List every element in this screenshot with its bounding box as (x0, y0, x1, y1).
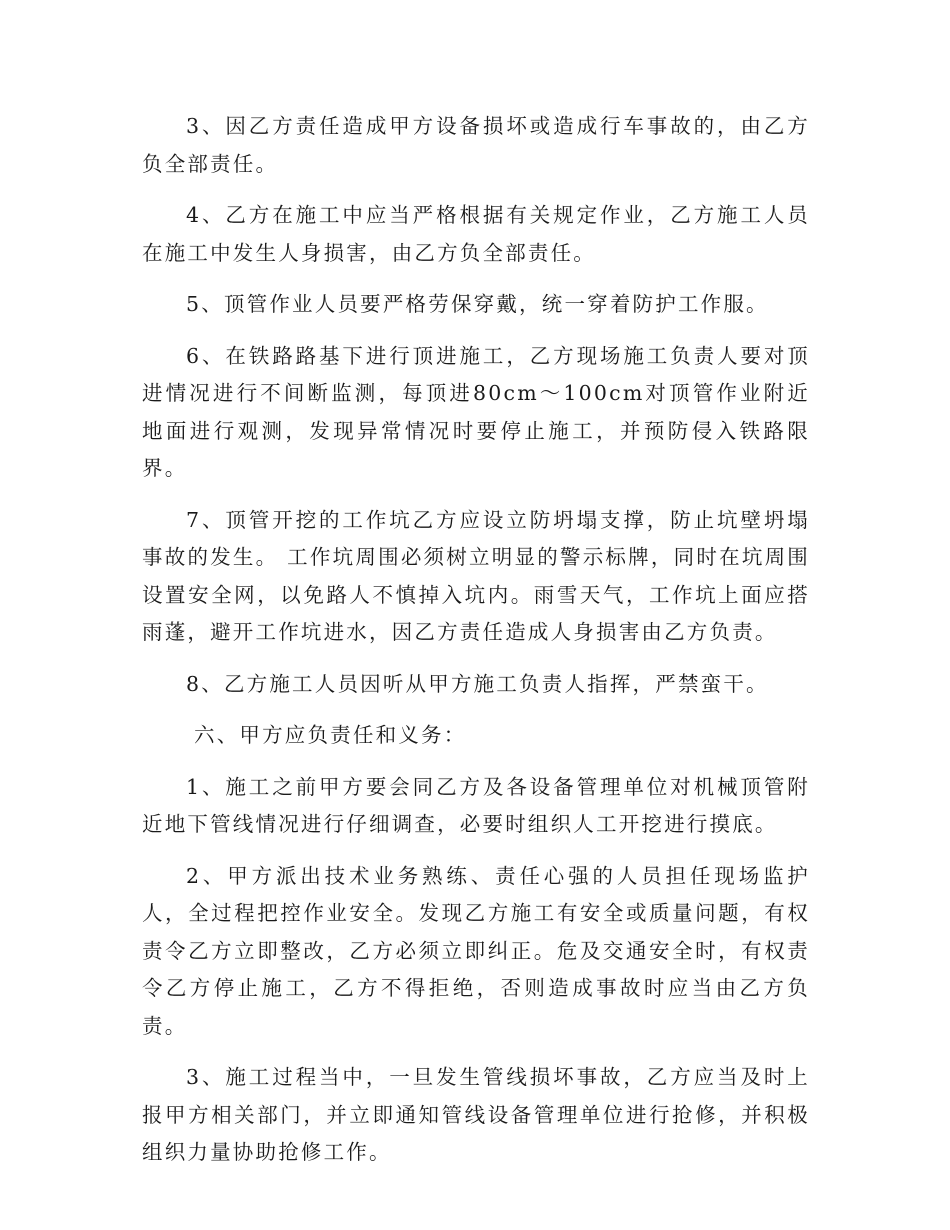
clause-paragraph: 4、乙方在施工中应当严格根据有关规定作业，乙方施工人员在施工中发生人身损害，由乙方负全部责任。 (142, 203, 810, 265)
document-body (142, 108, 810, 1186)
clause-paragraph: 3、因乙方责任造成甲方设备损坏或造成行车事故的，由乙方负全部责任。 (142, 114, 810, 176)
section-heading: 六、甲方应负责任和义务： (194, 723, 467, 747)
clause-paragraph: 7、顶管开挖的工作坑乙方应设立防坍塌支撑，防止坑壁坍塌事故的发生。 工作坑周围必须树立明显的警示标牌，同时在坑周围设置安全网，以免路人不慎掉入坑内。雨雪天气，工作坑上面应搭雨蓬，避开工作坑进水，因乙方责任造成人身损害由乙方负责。 (142, 507, 810, 644)
clause-paragraph: 5、顶管作业人员要严格劳保穿戴，统一穿着防护工作服。 (186, 292, 769, 316)
clause-paragraph: 1、施工之前甲方要会同乙方及各设备管理单位对机械顶管附近地下管线情况进行仔细调查，必要时组织人工开挖进行摸底。 (142, 774, 810, 836)
clause-paragraph: 6、在铁路路基下进行顶进施工，乙方现场施工负责人要对顶进情况进行不间断监测，每顶进80cm～100cm对顶管作业附近地面进行观测，发现异常情况时要停止施工，并预防侵入铁路限界。 (142, 343, 810, 480)
clause-paragraph: 3、施工过程当中，一旦发生管线损坏事故，乙方应当及时上报甲方相关部门，并立即通知管线设备管理单位进行抢修，并积极组织力量协助抢修工作。 (142, 1065, 810, 1164)
clause-paragraph: 2、甲方派出技术业务熟练、责任心强的人员担任现场监护人，全过程把控作业安全。发现乙方施工有安全或质量问题，有权责令乙方立即整改，乙方必须立即纠正。危及交通安全时，有权责令乙方停止施工，乙方不得拒绝，否则造成事故时应当由乙方负责。 (142, 863, 810, 1038)
clause-paragraph: 8、乙方施工人员因听从甲方施工负责人指挥，严禁蛮干。 (186, 671, 769, 696)
